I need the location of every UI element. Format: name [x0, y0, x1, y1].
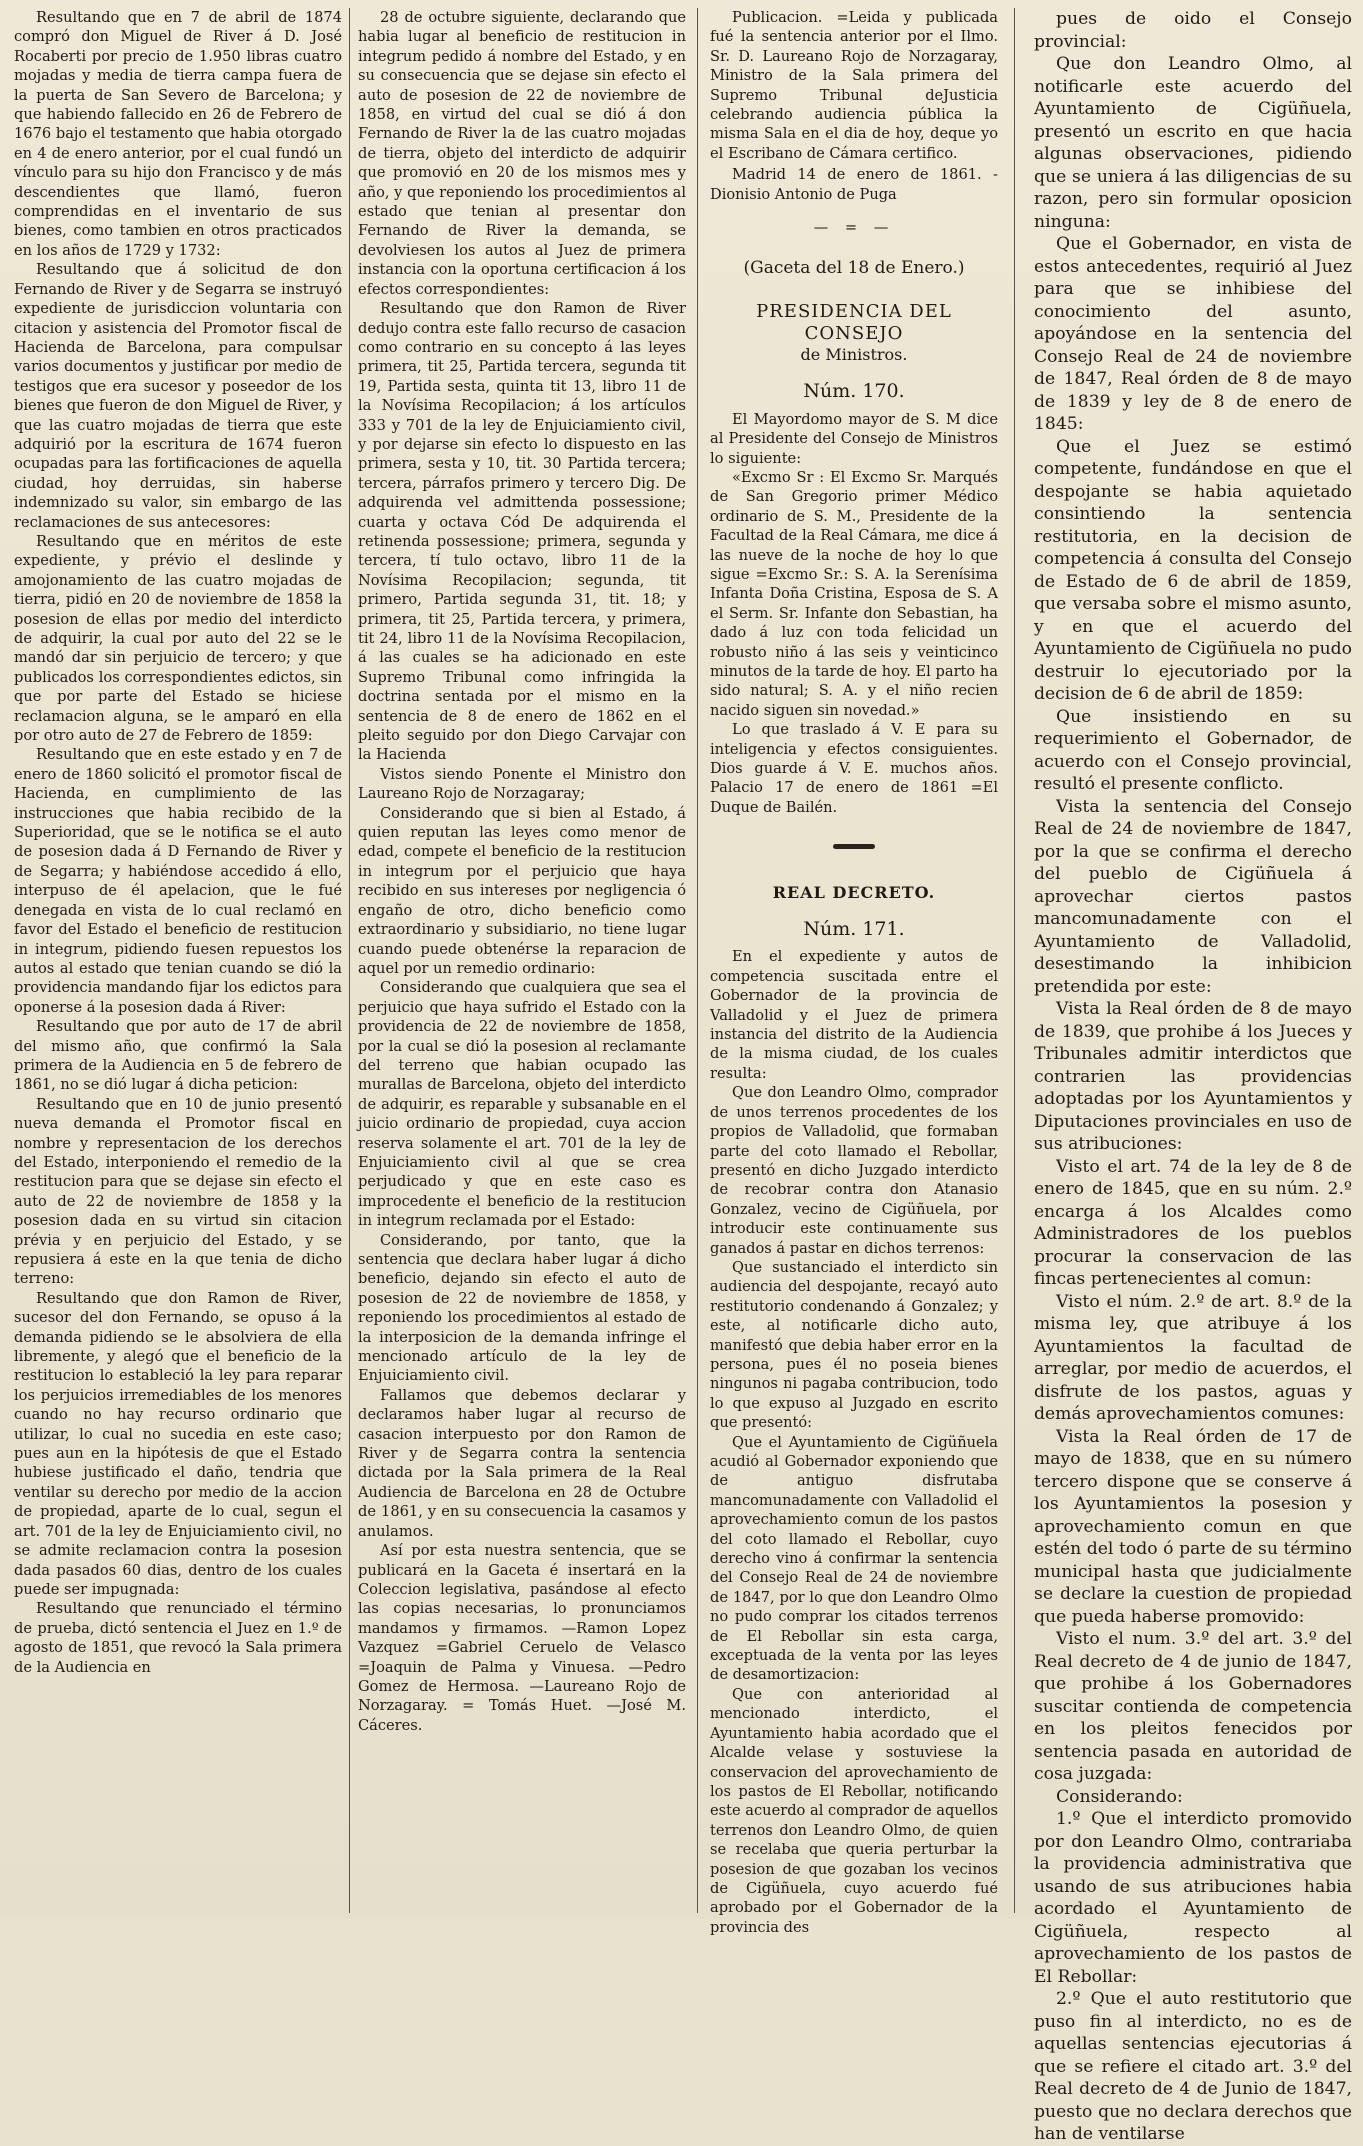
paragraph: Resultando que en méritos de este expediente, y prévio el deslinde y amojonamiento de las cuatro mojadas de tierra, pidió en 20 de noviembre de 1858 la posesion de ellas por medio del interdicto de adquirir, la cual por auto del 22 se le mandó dar sin perjuicio de tercero; y que publicados los correspondientes edictos, sin que por parte del Estado se hiciese reclamacion alguna, se le amparó en ella por otro auto de 27 de Febrero de 1859:	[14, 532, 342, 745]
paragraph: Considerando que si bien al Estado, á quien reputan las leyes como menor de edad, compete el beneficio de la restitucion in integrum por el perjuicio que haya recibido en sus intereses por negligencia ó engaño de otro, dicho beneficio como extraordinario y subsidiario, no tiene lugar cuando puede obtenérse la reparacion de aquel por un remedio ordinario:	[358, 804, 686, 977]
paragraph: Publicacion. =Leida y publicada fué la sentencia anterior por el Ilmo. Sr. D. Laureano Rojo de Norzagaray, Ministro de la Sala primera del Supremo Tribunal deJusticia celebrando audiencia pública la misma Sala en el dia de hoy, deque yo el Escribano de Cámara certifico.	[710, 9, 998, 162]
ornament-bar	[833, 844, 875, 849]
paragraph: 1.º Que el interdicto promovido por don Leandro Olmo, contrariaba la providencia administrativa que usando de sus atribuciones habia acordado el Ayuntamiento de Cigüñuela, respecto al aprovechamiento de los pastos de El Rebollar:	[1034, 1809, 1352, 1987]
paragraph: Que el Gobernador, en vista de estos antecedentes, requirió al Juez para que se inhibiese del conocimiento del asunto, apoyándose en la sentencia del Consejo Real de 24 de noviembre de 1847, Real órden de 8 de mayo de 1839 y ley de 8 de enero de 1845:	[1034, 234, 1352, 434]
paragraph: En el expediente y autos de competencia suscitada entre el Gobernador de la provincia de Valladolid y el Juez de primera instancia del distrito de la Audiencia de la misma ciudad, de los cuales resulta:	[710, 948, 998, 1082]
separator: — = —	[813, 219, 895, 237]
column-rule	[349, 8, 350, 1913]
paragraph: 28 de octubre siguiente, declarando que habia lugar al beneficio de restitucion in integrum pedido á nombre del Estado, y en su consecuencia que se dejase sin efecto el auto de posesion de 22 de noviembre de 1858, en virtud del cual se dió á don Fernando de River la de las cuatro mojadas de tierra, objeto del interdicto de adquirir que promovió en 20 de los mismos mes y año, y que reponiendo los procedimientos al estado que tenian al presentar don Fernando de River la demanda, se devolviesen los autos al Juez de primera instancia con la oportuna certificacion á los efectos correspondientes:	[358, 9, 686, 298]
column-1	[8, 8, 348, 1913]
paragraph: Resultando que á solicitud de don Fernando de River y de Segarra se instruyó expediente de jurisdiccion voluntaria con citacion y asistencia del Promotor fiscal de Hacienda de Barcelona, para compulsar varios documentos y justificar por medio de testigos que era sucesor y poseedor de los bienes que fueron de don Miguel de River, y que las cuatro mojadas de tierra que este adquirió por la escritura de 1674 fueron ocupadas para las fortificaciones de aquella ciudad, hoy derruidas, sin haberse indemnizado su valor, sin embargo de las reclamaciones de sus antecesores:	[14, 261, 342, 531]
column-4	[1028, 8, 1358, 2144]
paragraph: Resultando que en 10 de junio presentó nueva demanda el Promotor fiscal en nombre y representacion de los derechos del Estado, interponiendo el remedio de la restitucion para que se dejase sin efecto el auto de 22 de noviembre de 1858 y la posesion dada en su virtud sin citacion prévia y en perjuicio del Estado, y se repusiera á este en la que tenia de dicho terreno:	[14, 1095, 342, 1288]
paragraph: Que con anterioridad al mencionado interdicto, el Ayuntamiento habia acordado que el Alcalde velase y sostuviese la conservacion del aprovechamiento de los pastos de El Rebollar, notificando este acuerdo al comprador de aquellos terrenos don Leandro Olmo, de quien se recelaba que queria perturbar la posesion de que gozaban los vecinos de Cigüñuela, cuyo acuerdo fué aprobado por el Gobernador de la provincia des	[710, 1685, 998, 1936]
paragraph: Lo que traslado á V. E para su inteligencia y efectos consiguientes. Dios guarde á V. E. muchos años. Palacio 17 de enero de 1861 =El Duque de Bailén.	[710, 721, 998, 816]
paragraph: Considerando, por tanto, que la sentencia que declara haber lugar á dicho beneficio, dejando sin efecto el auto de posesion de 22 de noviembre de 1858, y reponiendo los procedimientos al estado de la interposicion de la demanda infringe el mencionado artículo de la ley de Enjuiciamiento civil.	[358, 1231, 686, 1385]
paragraph: Fallamos que debemos declarar y declaramos haber lugar al recurso de casacion interpuesto por don Ramon de River y de Segarra contra la sentencia dictada por la Sala primera de la Real Audiencia de Barcelona en 28 de Octubre de 1861, y en su consecuencia la casamos y anulamos.	[358, 1386, 686, 1540]
paragraph: Así por esta nuestra sentencia, que se publicará en la Gaceta é insertará en la Coleccion legislativa, pasándose al efecto las copias necesarias, lo pronunciamos mandamos y firmamos. —Ramon Lopez Vazquez =Gabriel Ceruelo de Velasco =Joaquin de Palma y Vinuesa. —Pedro Gomez de Hermosa. —Laureano Rojo de Norzagaray. = Tomás Huet. —José M. Cáceres.	[358, 1542, 686, 1734]
paragraph: Considerando:	[1056, 1786, 1183, 1807]
ornament-divider	[710, 835, 998, 854]
paragraph: Resultando que por auto de 17 de abril del mismo año, que confirmó la Sala primera de la Audiencia en 5 de febrero de 1861, no se dió lugar á dicha peticion:	[14, 1018, 342, 1094]
paragraph: Que sustanciado el interdicto sin audiencia del despojante, recayó auto restitutorio condenando á Gonzalez; y este, al notificarle dicho auto, manifestó que debia haber error en la persona, pues él no poseia bienes ningunos ni pagaba contribucion, todo lo que expuso al Juzgado en escrito que presentó:	[710, 1258, 998, 1432]
paragraph: Vistos siendo Ponente el Ministro don Laureano Rojo de Norzagaray;	[358, 765, 686, 803]
column-3	[704, 8, 1004, 1936]
paragraph: Que insistiendo en su requerimiento el Gobernador, de acuerdo con el Consejo provincial, resultó el presente conflicto.	[1034, 706, 1352, 794]
paragraph: Madrid 14 de enero de 1861. -Dionisio Antonio de Puga	[710, 166, 998, 203]
column-rule	[697, 8, 698, 1913]
paragraph: «Excmo Sr : El Excmo Sr. Marqués de San Gregorio primer Médico ordinario de S. M., Presidente de la Facultad de la Real Cámara, me dice á las nueve de la noche de hoy lo que sigue =Excmo Sr.: S. A. la Serenísima Infanta Doña Cristina, Esposa de S. A el Serm. Sr. Infante don Sebastian, ha dado á luz con toda felicidad un robusto niño á las seis y veinticinco minutos de la tarde de hoy. El parto ha sido natural; S. A. y el niño recien nacido siguen sin novedad.»	[710, 468, 998, 719]
column-rule	[1014, 8, 1015, 1913]
section-heading: PRESIDENCIA DEL CONSEJO	[756, 300, 952, 344]
paragraph: Vista la Real órden de 17 de mayo de 1838, que en su número tercero dispone que se conserve á los Ayuntamientos la posesion y aprovechamiento comun en que estén del todo ó parte de su término municipal hasta que judicialmente se declare la cuestion de propiedad que pueda haberse promovido:	[1034, 1426, 1352, 1627]
paragraph: Que el Juez se estimó competente, fundándose en que el despojante se habia aquietado consintiendo la sentencia restitutoria, en la decision de competencia á consulta del Consejo de Estado de 6 de abril de 1859, que versaba sobre el mismo asunto, y en que el acuerdo del Ayuntamiento de Cigüñuela no pudo destruir lo ejecutoriado por la decision de 6 de abril de 1859:	[1034, 436, 1352, 704]
section-heading: REAL DECRETO.	[772, 882, 936, 902]
paragraph: Que el Ayuntamiento de Cigüñuela acudió al Gobernador exponiendo que de antiguo disfrutaba mancomunadamente con Valladolid el aprovechamiento comun de los pastos del coto llamado el Rebollar, cuyo derecho vino á confirmar la sentencia del Consejo Real de 24 de noviembre de 1847, por lo que don Leandro Olmo no pudo comprar los citados terrenos de El Rebollar sin esta carga, exceptuada de la venta por las leyes de desamortizacion:	[710, 1433, 998, 1684]
paragraph: Resultando que don Ramon de River, sucesor del don Fernando, se opuso á la demanda pidiendo se le absolviera de ella libremente, y alegó que el beneficio de la restitucion lo estableció la ley para reparar los perjuicios irremediables de los menores cuando no hay recurso ordinario que utilizar, lo cual no sucedia en este caso; pues aun en la hipótesis de que el Estado hubiese justificado el daño, tendria que ventilar su derecho por medio de la accion de propiedad, aparte de lo cual, segun el art. 701 de la ley de Enjuiciamiento civil, no se admite reclamacion contra la posesion dada pasados 60 dias, dentro de los cuales puede ser impugnada:	[14, 1289, 342, 1598]
number-heading: Núm. 171.	[803, 918, 905, 941]
paragraph: Vista la Real órden de 8 de mayo de 1839, que prohibe á los Jueces y Tribunales admitir interdictos que contrarien las providencias adoptadas por los Ayuntamientos y Diputaciones provinciales en uso de sus atribuciones:	[1034, 999, 1352, 1154]
paragraph: Visto el núm. 2.º de art. 8.º de la misma ley, que atribuye á los Ayuntamientos la facultad de arreglar, por medio de acuerdos, el disfrute de los pastos, aguas y demás aprovechamientos comunes:	[1034, 1291, 1352, 1424]
section-subheading: de Ministros.	[800, 344, 908, 364]
paragraph: Vista la sentencia del Consejo Real de 24 de noviembre de 1847, por la que se confirma el derecho del pueblo de Cigüñuela á aprovechar ciertos pastos mancomunadamente con el Ayuntamiento de Valladolid, desestimando la inhibicion pretendida por este:	[1034, 796, 1352, 997]
paragraph: Resultando que don Ramon de River dedujo contra este fallo recurso de casacion como contrario en su concepto á las leyes primera, tit 25, Partida tercera, segunda tit 19, Partida sesta, quinta tit 13, libro 11 de la Novísima Recopilacion; á los artículos 333 y 701 de la ley de Enjuiciamiento civil, y por dejarse sin efecto lo dispuesto en las primera, sesta y 10, tit. 30 Partida tercera; tercera, párrafos primero y tercero Dig. De adquirenda vel admittenda possessione; cuarta y octava Cód De adquirenda el retinenda possessione; primera, segunda y tercera, tí tulo octavo, libro 11 de la Novísima Recopilacion; segunda, tit primero, Partida segunda 31, tit. 18; y primera, tit 25, Partida tercera, y primera, tit 24, libro 11 de la Novísima Recopilacion, á las cuales se ha adicionado en este Supremo Tribunal como infringida la doctrina sentada por el mismo en la sentencia de 8 de enero de 1862 en el pleito seguido por don Diego Carvajar con la Hacienda	[358, 300, 686, 764]
paragraph: pues de oido el Consejo provincial:	[1034, 9, 1352, 52]
paragraph: Que don Leandro Olmo, al notificarle este acuerdo del Ayuntamiento de Cigüñuela, presentó un escrito en que hacia algunas observaciones, pidiendo que se uniera á las diligencias de su razon, pero sin formular oposicion ninguna:	[1034, 54, 1352, 232]
paragraph: Resultando que en 7 de abril de 1874 compró don Miguel de River á D. José Rocaberti por precio de 1.950 libras cuatro mojadas y media de tierra campa fuera de la puerta de San Severo de Barcelona; y que habiendo fallecido en 26 de Febrero de 1676 bajo el testamento que habia otorgado en 4 de enero anterior, por el cual fundó un vínculo para su hijo don Francisco y de más descendientes que llamó, fueron comprendidas en el inventario de sus bienes, como tambien en otros practicados en los años de 1729 y 1732:	[14, 9, 342, 259]
gaceta-note: (Gaceta del 18 de Enero.)	[743, 258, 965, 279]
paragraph: Visto el num. 3.º del art. 3.º del Real decreto de 4 de junio de 1847, que prohibe á los Gobernadores suscitar contienda de competencia en los pleitos fenecidos por sentencia pasada en autoridad de cosa juzgada:	[1034, 1629, 1352, 1784]
paragraph: Considerando que cualquiera que sea el perjuicio que haya sufrido el Estado con la providencia de 22 de noviembre de 1858, por la cual se dió la posesion al reclamante del terreno que habian ocupado las murallas de Barcelona, objeto del interdicto de adquirir, es reparable y subsanable en el juicio ordinario de propiedad, cuya accion reserva solamente el art. 701 de la ley de Enjuiciamiento civil al que se crea perjudicado y que en este caso es improcedente el beneficio de la restitucion in integrum reclamada por el Estado:	[358, 979, 686, 1230]
paragraph: 2.º Que el auto restitutorio que puso fin al interdicto, no es de aquellas sentencias ejecutorias á que se refiere el citado art. 3.º del Real decreto de 4 de Junio de 1847, puesto que no declara derechos que han de ventilarse	[1034, 1989, 1352, 2144]
paragraph: Visto el art. 74 de la ley de 8 de enero de 1845, que en su núm. 2.º encarga á los Alcaldes como Administradores de los pueblos procurar la conservacion de las fincas pertenecientes al comun:	[1034, 1156, 1352, 1289]
paragraph: Resultando que renunciado el término de prueba, dictó sentencia el Juez en 1.º de agosto de 1851, que revocó la Sala primera de la Audiencia en	[14, 1600, 342, 1676]
column-2	[352, 8, 692, 1913]
paragraph: Que don Leandro Olmo, comprador de unos terrenos procedentes de los propios de Valladolid, que formaban parte del coto llamado el Rebollar, presentó en dicho Juzgado interdicto de recobrar contra don Atanasio Gonzalez, vecino de Cigüñuela, por introducir este continuamente sus ganados á pastar en dichos terrenos:	[710, 1084, 998, 1257]
paragraph: El Mayordomo mayor de S. M dice al Presidente del Consejo de Ministros lo siguiente:	[710, 410, 998, 467]
number-heading: Núm. 170.	[803, 380, 905, 403]
paragraph: Resultando que en este estado y en 7 de enero de 1860 solicitó el promotor fiscal de Hacienda, en cumplimiento de las instrucciones que habia recibido de la Superioridad, que se le notifica se el auto de posesion dada á D Fernando de River y de Segarra; y habiéndose accedido á ello, interpuso de él apelacion, que le fué denegada en vista de lo cual reclamó en favor del Estado el beneficio de restitucion in integrum, pidiendo fuesen repuestos los autos al estado que tenian cuando se dió la providencia mandando fijar los edictos para oponerse á la posesion dada á River:	[14, 746, 342, 1016]
